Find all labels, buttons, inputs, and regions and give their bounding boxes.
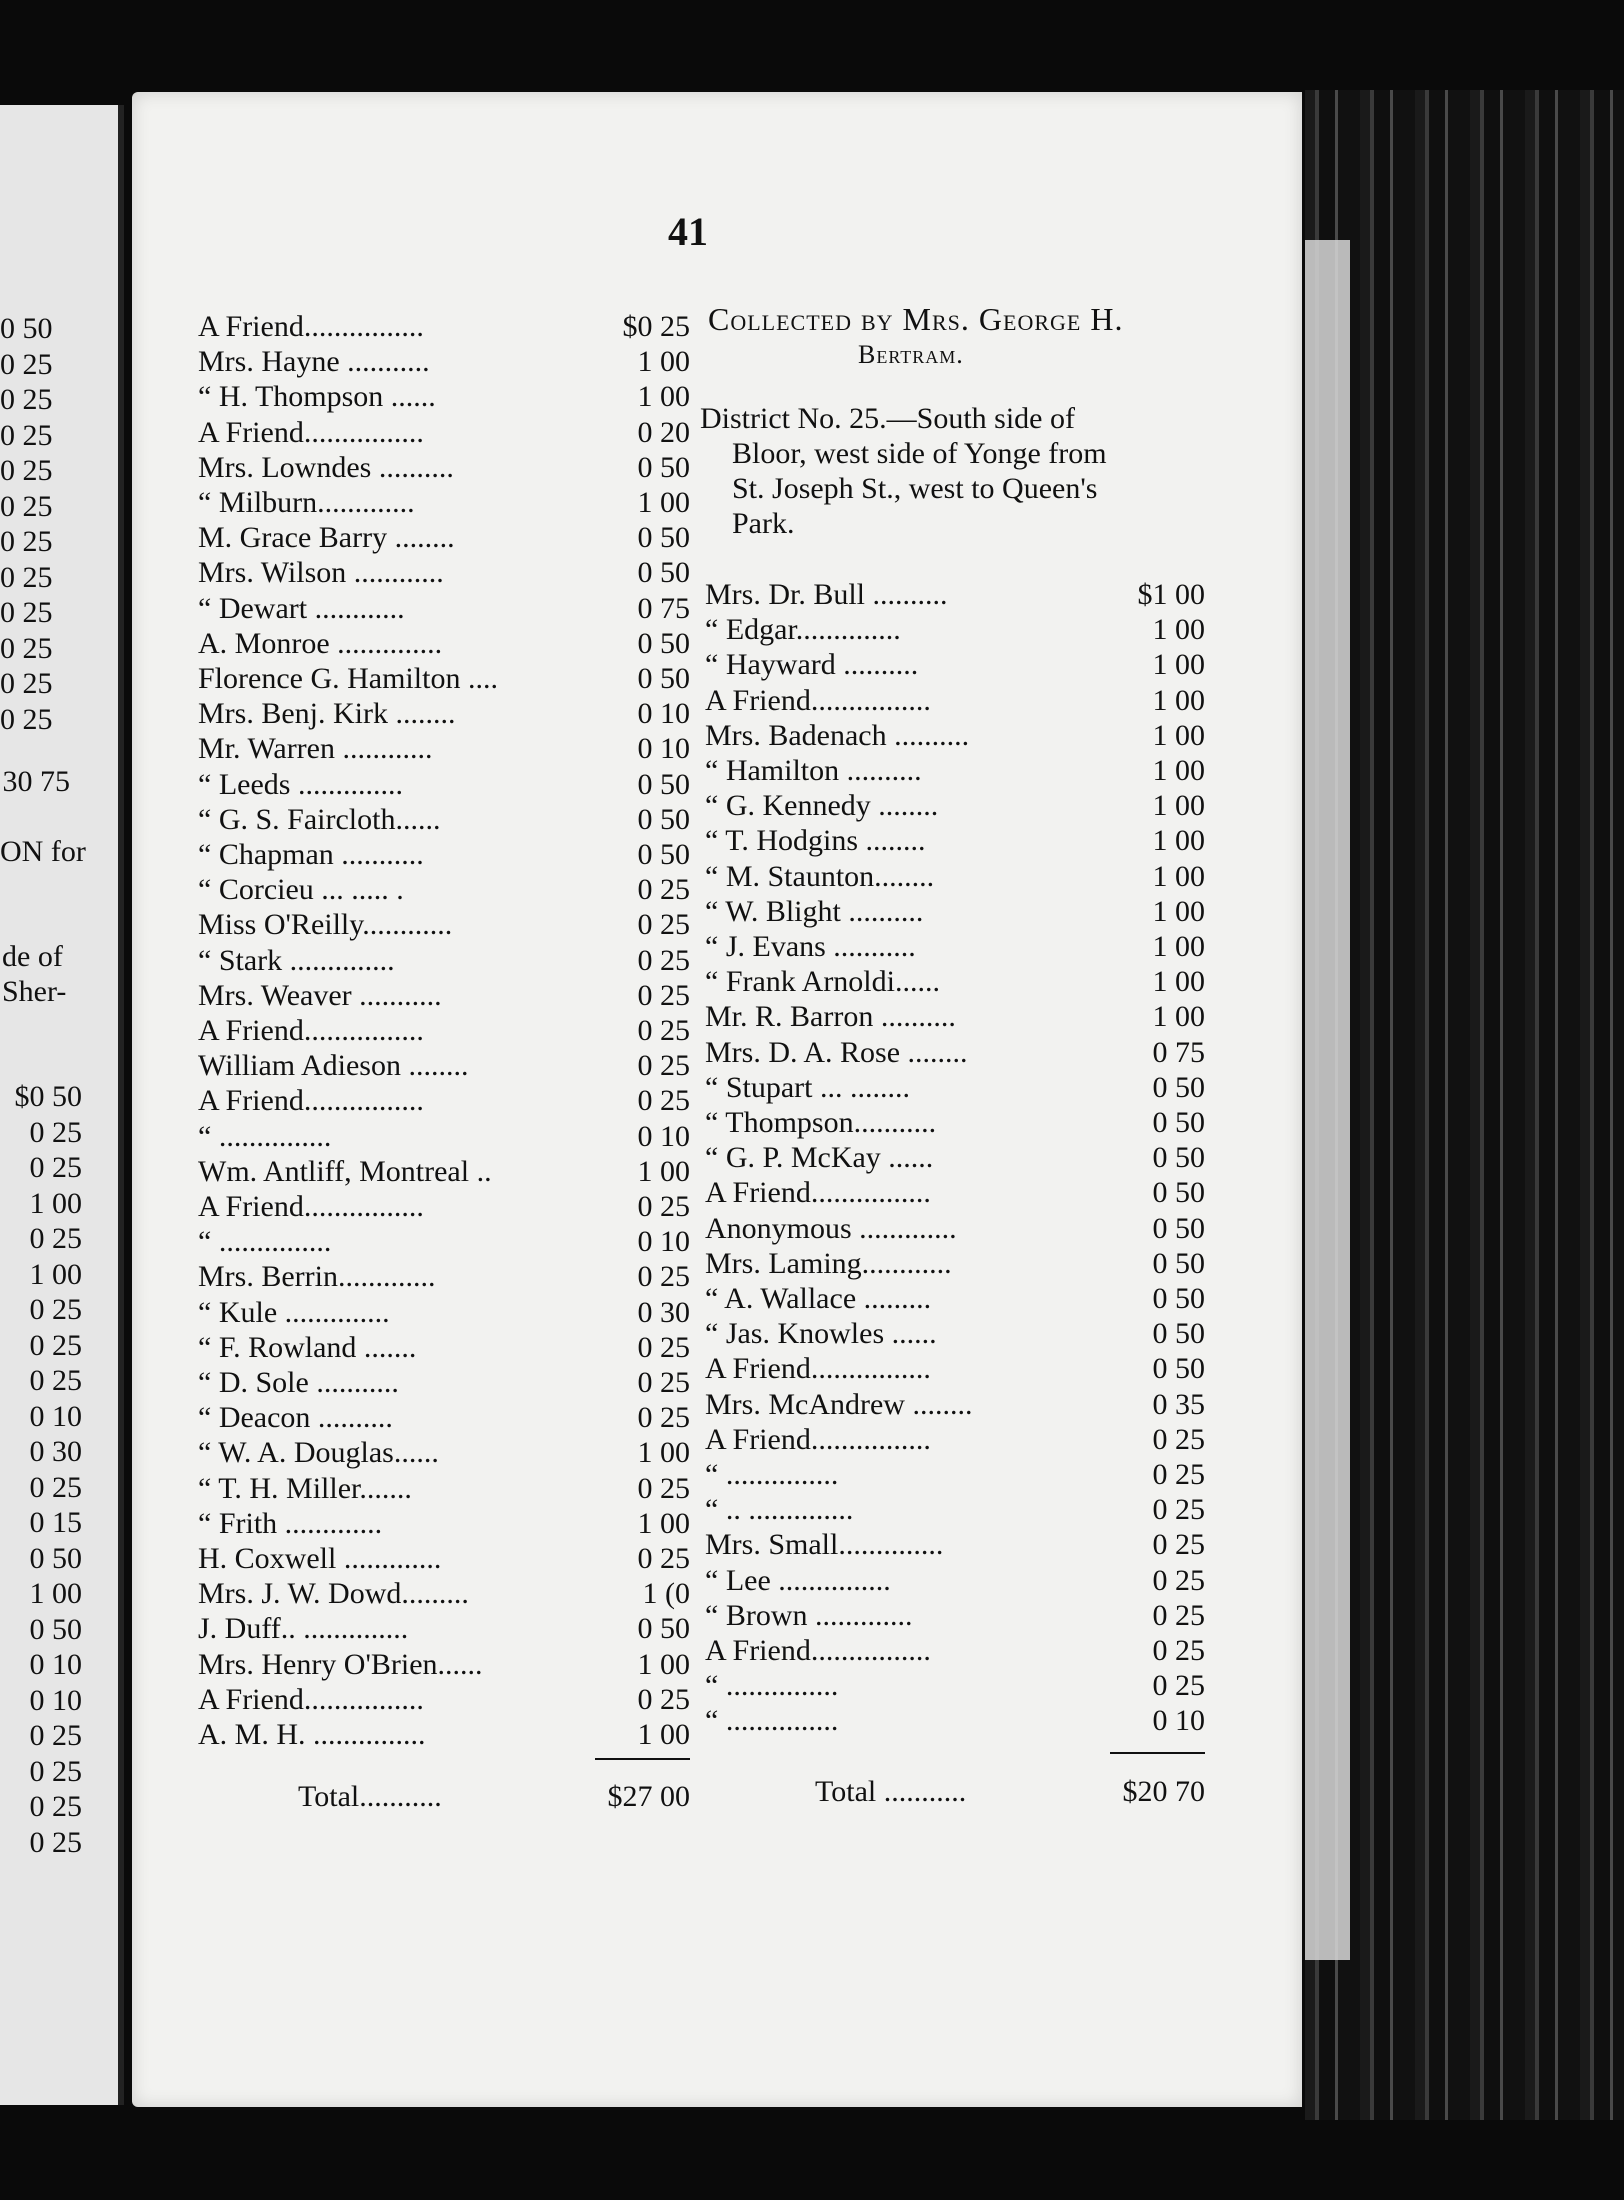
entry-name: Mrs. Dr. Bull .......... <box>705 578 948 611</box>
entry-name: A Friend................ <box>198 1682 424 1716</box>
entry-name: Mr. Warren ............ <box>198 732 433 766</box>
entry-amount: 0 75 <box>637 591 690 625</box>
entry-name: H. Coxwell ............. <box>198 1542 442 1575</box>
entry-name: “ Jas. Knowles ...... <box>705 1317 937 1351</box>
entry-amount: 0 50 <box>1152 1141 1205 1175</box>
entry-amount: 0 25 <box>637 1366 690 1399</box>
entry-amount: $0 25 <box>622 310 690 343</box>
entry-name: Anonymous ............. <box>705 1211 957 1245</box>
entry-amount: 1 00 <box>637 1506 690 1540</box>
entry-amount: 0 75 <box>1152 1035 1205 1069</box>
entry-name: A Friend................ <box>705 1176 931 1210</box>
entry-amount: 0 50 <box>1152 1352 1205 1386</box>
fragment-amount: 0 25 <box>0 489 53 523</box>
entry-name: Mrs. Wilson ............ <box>198 556 444 590</box>
entry-name: A Friend................ <box>705 1634 931 1667</box>
entry-name: “ Brown ............. <box>705 1598 913 1632</box>
entry-name: “ Deacon .......... <box>198 1401 393 1435</box>
entry-amount: 0 25 <box>1152 1598 1205 1632</box>
entry-amount: 0 25 <box>1152 1493 1205 1527</box>
fragment-amount: 0 25 <box>0 667 53 700</box>
fragment-amount: 1 00 <box>29 1257 82 1291</box>
entry-amount: 0 50 <box>637 767 690 801</box>
entry-name: Mrs. Benj. Kirk ........ <box>198 697 456 731</box>
entry-name: “ Frank Arnoldi...... <box>705 965 940 999</box>
entry-amount: 0 50 <box>1152 1246 1205 1280</box>
entry-name: Miss O'Reilly............ <box>198 908 453 942</box>
fragment-amount: 0 25 <box>0 347 53 381</box>
fragment-amount: 0 25 <box>0 454 53 487</box>
entry-amount: 0 25 <box>1152 1458 1205 1491</box>
entry-amount: 0 25 <box>637 1682 690 1716</box>
entry-name: “ Milburn............. <box>198 486 415 519</box>
entry-name: Mrs. Berrin............. <box>198 1260 436 1294</box>
total-rule-left <box>595 1758 690 1760</box>
entry-name: A Friend................ <box>198 1190 424 1223</box>
entry-name: “ F. Rowland ....... <box>198 1330 417 1364</box>
entry-amount: 0 25 <box>637 978 690 1012</box>
fragment-amount: 0 30 <box>29 1435 82 1468</box>
entry-amount: 0 10 <box>637 1119 690 1153</box>
entry-amount: 0 30 <box>637 1295 690 1329</box>
entry-amount: 0 10 <box>637 732 690 766</box>
fragment-amount: 0 25 <box>29 1222 82 1255</box>
entry-name: Florence G. Hamilton .... <box>198 662 498 695</box>
entry-name: A. M. H. ............... <box>198 1718 426 1751</box>
entry-name: “ Frith ............. <box>198 1506 383 1540</box>
fragment-amount: 0 25 <box>0 596 53 629</box>
entry-amount: 0 25 <box>637 873 690 907</box>
entry-name: “ Hayward .......... <box>705 648 919 682</box>
entry-name: “ ............... <box>705 1458 839 1491</box>
entry-amount: 0 20 <box>637 415 690 449</box>
entry-amount: 1 00 <box>1152 824 1205 858</box>
entry-name: Mrs. J. W. Dowd......... <box>198 1577 469 1611</box>
fragment-amount: 0 10 <box>29 1648 82 1681</box>
page-stack-edge <box>1305 240 1350 1960</box>
entry-amount: 0 50 <box>1152 1211 1205 1245</box>
entry-name: Mrs. D. A. Rose ........ <box>705 1035 968 1069</box>
fragment-amount: 0 25 <box>29 1328 82 1362</box>
fragment-heading: ON for <box>0 835 86 868</box>
entry-name: “ D. Sole ........... <box>198 1366 399 1399</box>
entry-name: “ ............... <box>198 1119 332 1153</box>
fragment-amount: 0 25 <box>0 418 53 452</box>
entry-amount: 1 00 <box>1152 894 1205 928</box>
fragment-amount: 0 50 <box>29 1541 82 1575</box>
entry-name: “ M. Staunton........ <box>705 859 935 893</box>
entry-amount: 0 10 <box>637 697 690 731</box>
entry-name: A Friend................ <box>705 1422 931 1456</box>
entry-name: A Friend................ <box>198 1084 424 1118</box>
entry-amount: 0 25 <box>637 1084 690 1118</box>
entry-name: “ Dewart ............ <box>198 591 405 625</box>
fragment-amount: 0 50 <box>29 1612 82 1646</box>
fragment-amount: 0 25 <box>0 631 53 665</box>
fragment-amount: 0 25 <box>0 525 53 558</box>
entry-amount: 0 25 <box>637 1049 690 1083</box>
entry-name: Mrs. Weaver ........... <box>198 978 442 1012</box>
entry-amount: 0 50 <box>637 556 690 590</box>
entry-name: Mrs. Small.............. <box>705 1528 944 1562</box>
entry-amount: 1 00 <box>1152 789 1205 823</box>
entry-amount: 1 00 <box>1152 718 1205 752</box>
entry-amount: 0 25 <box>1152 1669 1205 1703</box>
entry-name: “ A. Wallace ......... <box>705 1282 932 1315</box>
entry-amount: 0 50 <box>637 838 690 871</box>
entry-amount: 1 00 <box>1152 1000 1205 1034</box>
entry-amount: 0 25 <box>637 943 690 977</box>
entry-name: A. Monroe .............. <box>198 626 443 660</box>
fragment-amount: 0 25 <box>29 1115 82 1149</box>
entry-amount: 1 00 <box>1152 859 1205 893</box>
fragment-amount: 0 50 <box>0 312 53 345</box>
entry-name: “ ............... <box>705 1669 839 1703</box>
entry-name: Mrs. Henry O'Brien...... <box>198 1647 483 1681</box>
entry-name: “ ............... <box>198 1225 332 1259</box>
entry-amount: 1 00 <box>1152 648 1205 682</box>
entry-name: “ G. S. Faircloth...... <box>198 802 441 836</box>
fragment-amount: 0 25 <box>29 1470 82 1504</box>
entry-name: “ .. .............. <box>705 1493 854 1527</box>
entry-amount: 0 25 <box>637 1014 690 1047</box>
entry-name: “ Kule .............. <box>198 1295 390 1329</box>
entry-name: “ Stark .............. <box>198 943 395 977</box>
fragment-amount: 0 25 <box>29 1364 82 1397</box>
entry-name: Mrs. Hayne ........... <box>198 345 430 379</box>
fragment-amount: 0 25 <box>0 560 53 594</box>
entry-amount: 0 50 <box>1152 1317 1205 1351</box>
entry-amount: 0 50 <box>637 626 690 660</box>
district-description-4: Park. <box>732 507 795 540</box>
entry-amount: 0 25 <box>637 1542 690 1575</box>
fragment-amount: 0 25 <box>0 383 53 416</box>
entry-name: “ G. P. McKay ...... <box>705 1141 934 1175</box>
entry-amount: 0 35 <box>1152 1387 1205 1421</box>
entry-name: A Friend................ <box>198 415 424 449</box>
collector-heading: Collected by Mrs. George H. <box>708 301 1124 337</box>
page-number: 41 <box>668 209 708 254</box>
collector-name: Bertram. <box>858 340 964 369</box>
entry-name: Mrs. Badenach .......... <box>705 718 970 752</box>
entry-name: A Friend................ <box>198 310 424 343</box>
entry-name: “ Edgar.............. <box>705 613 901 647</box>
fragment-amount: 0 25 <box>0 702 53 736</box>
fragment-total: 30 75 <box>2 765 70 798</box>
entry-name: “ Lee ............... <box>705 1563 891 1597</box>
entry-amount: 1 00 <box>1152 930 1205 963</box>
entry-name: A Friend................ <box>198 1014 424 1047</box>
entry-amount: 0 50 <box>637 521 690 555</box>
entry-amount: 0 25 <box>1152 1422 1205 1456</box>
entry-name: Wm. Antliff, Montreal .. <box>198 1154 492 1188</box>
entry-name: William Adieson ........ <box>198 1049 469 1083</box>
fragment-district-1: de of <box>2 940 63 973</box>
entry-amount: $1 00 <box>1137 578 1205 611</box>
entry-amount: 0 50 <box>637 1612 690 1646</box>
entry-name: “ W. Blight .......... <box>705 894 924 928</box>
fragment-amount: 0 25 <box>29 1293 82 1326</box>
entry-amount: 0 50 <box>1152 1282 1205 1315</box>
entry-name: “ H. Thompson ...... <box>198 380 436 414</box>
district-description-3: St. Joseph St., west to Queen's <box>732 472 1098 505</box>
fragment-amount: 0 25 <box>29 1825 82 1859</box>
fragment-district-2: Sher- <box>2 975 67 1008</box>
entry-amount: 0 25 <box>637 1330 690 1364</box>
entry-name: A Friend................ <box>705 1352 931 1386</box>
entry-amount: 0 25 <box>637 1190 690 1223</box>
entry-name: “ Hamilton .......... <box>705 754 922 787</box>
entry-amount: 0 50 <box>1152 1070 1205 1104</box>
entry-name: “ Stupart ... ........ <box>705 1070 910 1104</box>
entry-name: Mrs. McAndrew ........ <box>705 1387 973 1421</box>
entry-name: “ W. A. Douglas...... <box>198 1436 439 1470</box>
entry-amount: 0 50 <box>1152 1106 1205 1139</box>
entry-name: “ G. Kennedy ........ <box>705 789 939 823</box>
entry-amount: 1 00 <box>1152 965 1205 999</box>
entry-amount: 0 10 <box>1152 1704 1205 1738</box>
book-spine <box>1305 90 1624 2120</box>
entry-amount: 0 50 <box>1152 1176 1205 1210</box>
total-amount-right: $20 70 <box>1122 1775 1205 1808</box>
entry-amount: 1 00 <box>637 486 690 519</box>
district-description-2: Bloor, west side of Yonge from <box>732 437 1107 470</box>
entry-name: “ Corcieu ... ..... . <box>198 873 404 907</box>
entry-amount: 1 00 <box>637 380 690 414</box>
fragment-amount: $0 50 <box>14 1080 82 1113</box>
district-description-1: District No. 25.—South side of <box>700 402 1075 435</box>
entry-name: M. Grace Barry ........ <box>198 521 455 555</box>
entry-name: Mrs. Laming............ <box>705 1246 952 1280</box>
fragment-amount: 0 15 <box>29 1506 82 1539</box>
entry-name: “ T. H. Miller....... <box>198 1471 412 1505</box>
entry-amount: 0 25 <box>637 908 690 942</box>
total-label-left: Total........... <box>298 1780 442 1813</box>
entry-amount: 1 00 <box>1152 754 1205 787</box>
fragment-amount: 1 00 <box>29 1577 82 1610</box>
entry-name: “ T. Hodgins ........ <box>705 824 926 858</box>
fragment-amount: 0 10 <box>29 1399 82 1433</box>
fragment-amount: 1 00 <box>29 1186 82 1220</box>
total-label-right: Total ........... <box>815 1775 967 1808</box>
entry-amount: 0 50 <box>637 450 690 484</box>
entry-name: “ Chapman ........... <box>198 838 424 871</box>
entry-name: J. Duff.. .............. <box>198 1612 409 1646</box>
entry-name: A Friend................ <box>705 683 931 717</box>
total-rule-right <box>1110 1752 1205 1754</box>
entry-amount: 0 50 <box>637 802 690 836</box>
fragment-amount: 0 25 <box>29 1790 82 1823</box>
entry-name: Mr. R. Barron .......... <box>705 1000 956 1034</box>
fragment-amount: 0 25 <box>29 1754 82 1788</box>
entry-amount: 0 25 <box>1152 1634 1205 1667</box>
entry-amount: 0 25 <box>637 1260 690 1294</box>
fragment-amount: 0 25 <box>29 1719 82 1752</box>
entry-amount: 0 50 <box>637 662 690 695</box>
total-amount-left: $27 00 <box>607 1780 690 1813</box>
entry-amount: 0 10 <box>637 1225 690 1259</box>
fragment-amount: 0 10 <box>29 1683 82 1717</box>
entry-amount: 0 25 <box>637 1401 690 1435</box>
entry-amount: 1 00 <box>637 1436 690 1470</box>
entry-amount: 1 00 <box>637 1718 690 1751</box>
entry-name: “ J. Evans ........... <box>705 930 916 963</box>
entry-amount: 0 25 <box>637 1471 690 1505</box>
entry-amount: 1 00 <box>1152 613 1205 647</box>
fragment-amount: 0 25 <box>29 1151 82 1184</box>
entry-amount: 0 25 <box>1152 1563 1205 1597</box>
entry-name: “ ............... <box>705 1704 839 1738</box>
entry-amount: 1 (0 <box>642 1577 690 1611</box>
entry-name: Mrs. Lowndes .......... <box>198 450 454 484</box>
entry-amount: 1 00 <box>637 1647 690 1681</box>
entry-amount: 1 00 <box>1152 683 1205 717</box>
entry-name: “ Thompson........... <box>705 1106 937 1139</box>
entry-name: “ Leeds .............. <box>198 767 403 801</box>
entry-amount: 1 00 <box>637 345 690 379</box>
entry-amount: 1 00 <box>637 1154 690 1188</box>
entry-amount: 0 25 <box>1152 1528 1205 1562</box>
